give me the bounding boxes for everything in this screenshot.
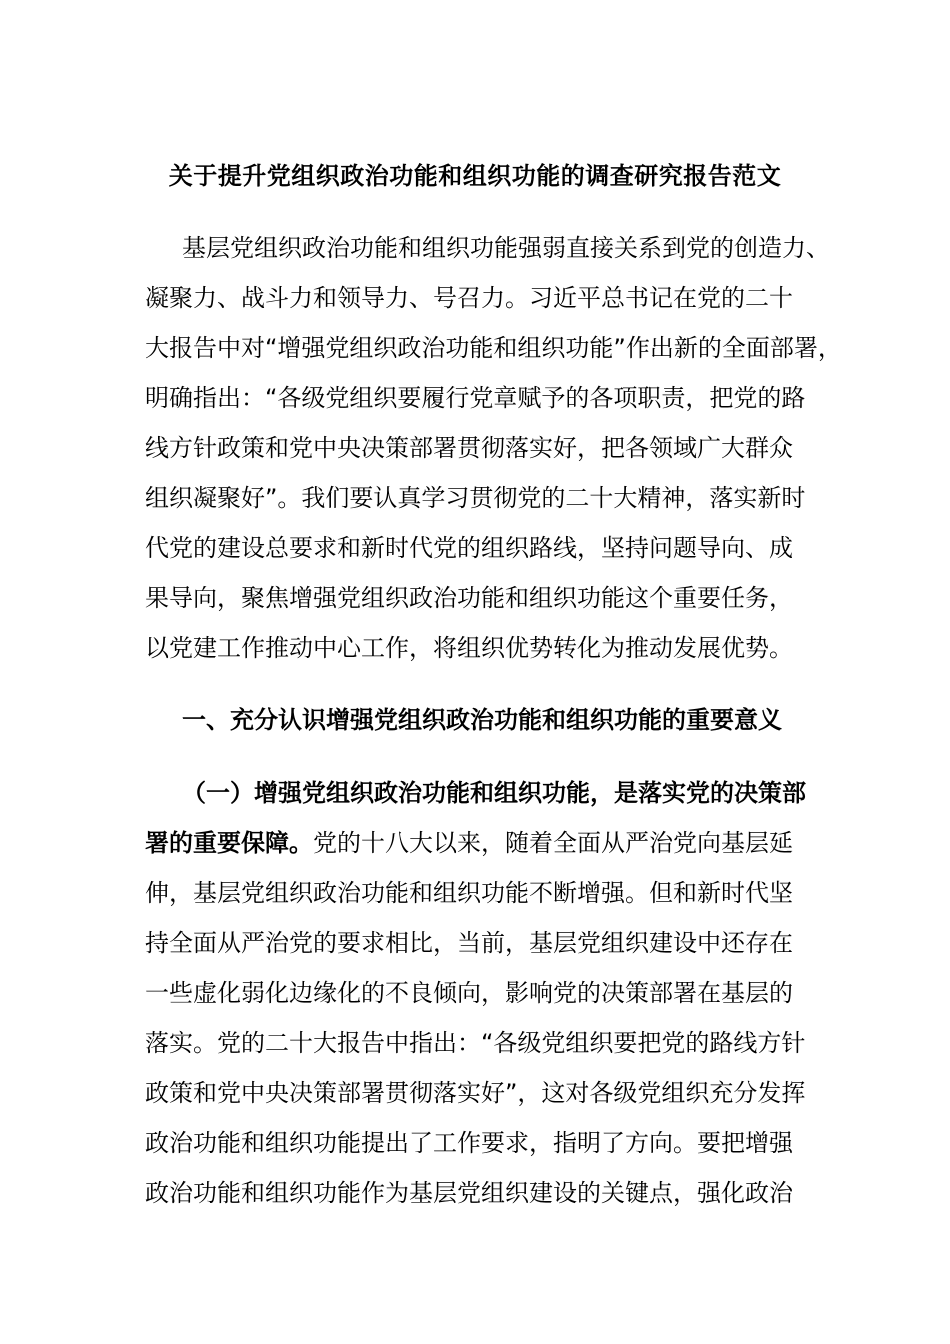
subsection-1-heading-line-1: （一）增强党组织政治功能和组织功能，是落实党的决策部 [182,779,806,807]
intro-line-2: 凝聚力、战斗力和领导力、号召力。习近平总书记在党的二十 [145,284,793,312]
subsection-1-body-start: 党的十八大以来，随着全面从严治党向基层延 [313,829,793,857]
intro-line-1: 基层党组织政治功能和组织功能强弱直接关系到党的创造力、 [182,234,830,262]
intro-line-5: 线方针政策和党中央决策部署贯彻落实好，把各领域广大群众 [145,434,793,462]
intro-line-7: 代党的建设总要求和新时代党的组织路线，坚持问题导向、成 [145,534,793,562]
subsection-1-body-line-3: 一些虚化弱化边缘化的不良倾向，影响党的决策部署在基层的 [145,979,793,1007]
intro-line-3: 大报告中对“增强党组织政治功能和组织功能”作出新的全面部署， [145,334,842,362]
section-1-heading: 一、充分认识增强党组织政治功能和组织功能的重要意义 [182,706,782,734]
subsection-1-body-line-2: 持全面从严治党的要求相比，当前，基层党组织建设中还存在 [145,929,793,957]
intro-line-4: 明确指出：“各级党组织要履行党章赋予的各项职责，把党的路 [145,384,806,412]
subsection-1-body-line-1: 伸，基层党组织政治功能和组织功能不断增强。但和新时代坚 [145,879,793,907]
subsection-1-body-line-5: 政策和党中央决策部署贯彻落实好”，这对各级党组织充分发挥 [145,1079,806,1107]
intro-line-9: 以党建工作推动中心工作，将组织优势转化为推动发展优势。 [145,634,793,662]
intro-line-6: 组织凝聚好”。我们要认真学习贯彻党的二十大精神，落实新时 [145,484,806,512]
subsection-1-body-line-6: 政治功能和组织功能提出了工作要求，指明了方向。要把增强 [145,1129,793,1157]
subsection-1-body-line-7: 政治功能和组织功能作为基层党组织建设的关键点，强化政治 [145,1179,793,1207]
subsection-1-body-line-4: 落实。党的二十大报告中指出：“各级党组织要把党的路线方针 [145,1029,806,1057]
subsection-1-heading-line-2: 署的重要保障。 [145,829,313,857]
document-title: 关于提升党组织政治功能和组织功能的调查研究报告范文 [168,162,782,190]
intro-line-8: 果导向，聚焦增强党组织政治功能和组织功能这个重要任务， [145,584,793,612]
subsection-1-line-2 [145,825,793,861]
